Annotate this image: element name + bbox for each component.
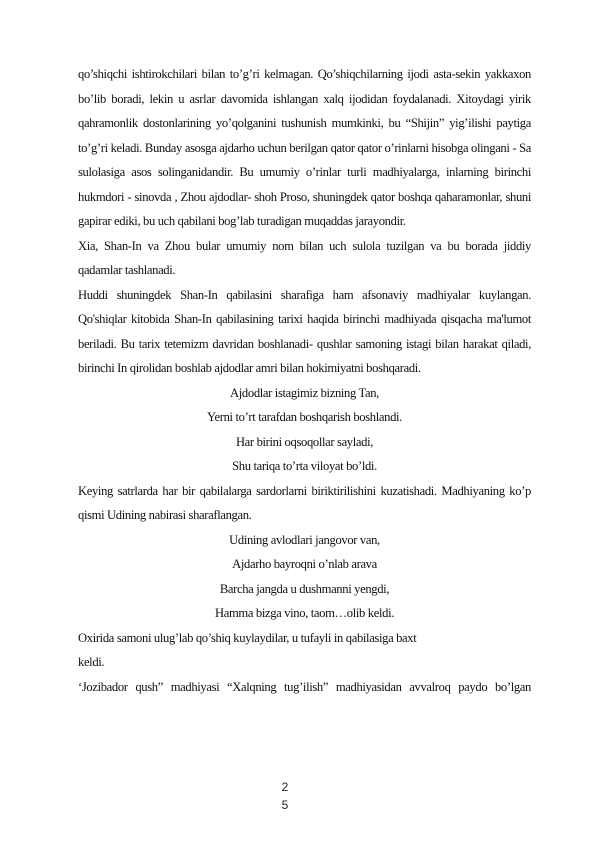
paragraph: Huddi shuningdek Shan-In qabilasini sharafiga ham afsonaviy madhiyalar kuylangan. Qo'shiqlar kitobida Shan-In qabilasining tarixi haqida birinchi madhiyada qisqacha ma'lumot beriladi. Bu tarix tetemizm davridan boshlanadi- qushlar samoning istagi bilan harakat qiladi, birinchi In qirolidan boshlab ajdodlar amri bilan hokimiyatni boshqaradi. — [78, 287, 531, 375]
poem-line: Udining avlodlari jangovor van, — [229, 532, 380, 547]
poem-line: Shu tariqa to’rta viloyat bo’ldi. — [232, 459, 377, 473]
poem-line: Hamma bizga vino, taom…olib keldi. — [214, 606, 395, 620]
paragraph: Xia, Shan-In va Zhou bular umumiy nom bilan uch sulola tuzilgan va bu borada jiddiy qadamlar tashlanadi. — [78, 238, 531, 277]
page-number — [278, 778, 292, 814]
paragraph: Keying satrlarda har bir qabilalarga sardorlarni biriktirilishini kuzatishadi. Madhiyaning ko’p qismi Udining nabirasi sharaflangan. — [78, 483, 531, 522]
poem-line: Ajdarho bayroqni o’nlab arava — [232, 557, 377, 571]
page-number-digit: 2 — [281, 780, 289, 794]
poem-stanza — [78, 381, 531, 479]
document-body — [78, 62, 531, 699]
paragraph: ‘Jozibador qush” madhiyasi “Xalqning tug’ilish” madhiyasidan avvalroq paydo bo’lgan — [78, 679, 531, 694]
paragraph: Oxirida samoni ulug’lab qo’shiq kuylaydilar, u tufayli in qabilasiga baxt — [78, 630, 417, 645]
poem-stanza — [78, 528, 531, 626]
poem-line: Barcha jangda u dushmanni yengdi, — [219, 581, 390, 596]
paragraph: keldi. — [78, 655, 105, 669]
page-number-digit: 5 — [281, 798, 289, 812]
paragraph: qo’shiqchi ishtirokchilari bilan to’g’ri kelmagan. Qo’shiqchilarning ijodi asta-sekin yakkaxon bo’lib boradi, lekin u asrlar davomida ishlangan xalq ijodidan foydalanadi. Xitoydagi yirik qahramonlik dostonlarining yo’qolganini tushunish mumkinki, bu “Shijin” yig’ilishi paytiga to’g’ri keladi. Bunday asosga ajdarho uchun berilgan qator qator o’rinlarni hisobga olingani - Sa sulolasiga asos solinganidandir. Bu umumiy o’rinlar turli madhiyalarga, inlarning birinchi hukmdori - sinovda , Zhou ajdodlar- shoh Proso, shuningdek qator boshqa qaharamonlar, shuni gapirar ediki, bu uch qabilani bog’lab turadigan muqaddas jarayondir. — [78, 67, 531, 228]
poem-line: Yerni to’rt tarafdan boshqarish boshlandi. — [207, 410, 402, 424]
poem-line: Har birini oqsoqollar sayladi, — [235, 434, 374, 449]
poem-line: Ajdodlar istagimiz bizning Tan, — [230, 385, 379, 400]
